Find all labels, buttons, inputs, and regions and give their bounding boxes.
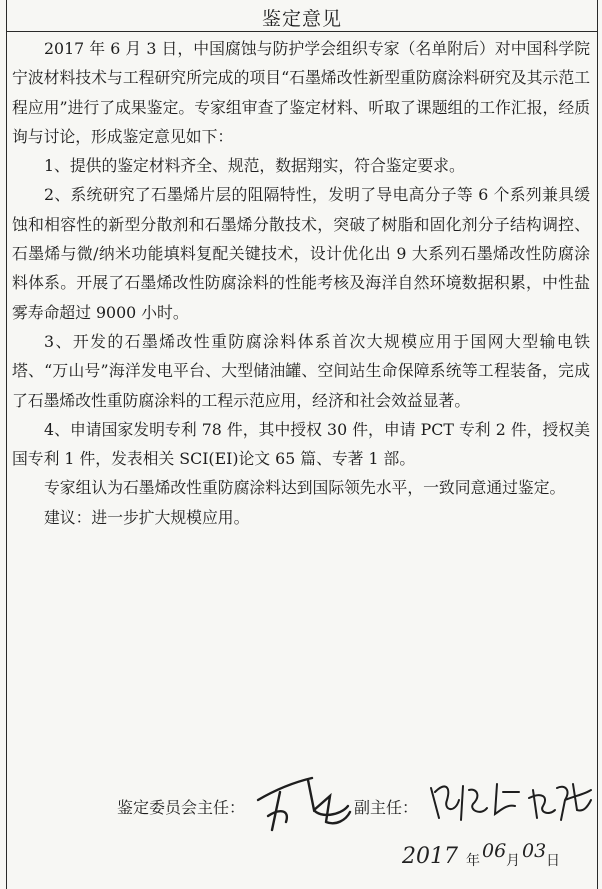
paragraph-suggestion: 建议：进一步扩大规模应用。 — [44, 507, 250, 527]
date-day-suffix: 日 — [546, 853, 560, 869]
page-title: 鉴定意见 — [261, 8, 342, 30]
paragraph-conclusion: 专家组认为石墨烯改性重防腐涂料达到国际领先水平，一致同意通过鉴定。 — [44, 478, 566, 498]
title-row — [6, 0, 598, 32]
opinion-body — [12, 34, 590, 532]
paragraph-item-3: 3、开发的石墨烯改性重防腐涂料体系首次大规模应用于国网大型输电铁塔、“万山号”海洋发电平台、大型储油罐、空间站生命保障系统等工程装备，完成了石墨烯改性重防腐涂料的工程示范应用，经济和社会效益显著。 — [12, 331, 590, 410]
date-month-suffix: 月 — [506, 853, 520, 869]
paragraph-item-2: 2、系统研究了石墨烯片层的阻隔特性，发明了导电高分子等 6 个系列兼具缓蚀和相容性的新型分散剂和石墨烯分散技术，突破了树脂和固化剂分子结构调控、石墨烯与微/纳米功能填料复配关键技术，设计优化出 9 大系列石墨烯改性防腐涂料体系。开展了石墨烯改性防腐涂料的性能考核及海洋自然环境数据积累，中性盐雾寿命超过 9000 小时。 — [12, 185, 590, 322]
chair-label: 鉴定委员会主任： — [117, 798, 246, 817]
sign-date — [400, 838, 580, 878]
date-year-suffix: 年 — [466, 853, 480, 869]
date-month: 06 — [482, 840, 507, 862]
vice-chair-label: 副主任： — [354, 798, 419, 817]
date-day: 03 — [522, 840, 547, 862]
vice-chair-signatures — [425, 770, 595, 830]
paragraph-intro: 2017 年 6 月 3 日，中国腐蚀与防护学会组织专家（名单附后）对中国科学院宁波材料技术与工程研究所完成的项目“石墨烯改性新型重防腐涂料研究及其示范工程应用”进行了成果鉴定。专家组审查了鉴定材料、听取了课题组的工作汇报，经质询与讨论，形成鉴定意见如下： — [12, 39, 590, 146]
paragraph-item-4: 4、申请国家发明专利 78 件，其中授权 30 件，申请 PCT 专利 2 件，授权美国专利 1 件，发表相关 SCI(EI)论文 65 篇、专著 1 部。 — [12, 419, 590, 469]
paragraph-item-1: 1、提供的鉴定材料齐全、规范，数据翔实，符合鉴定要求。 — [44, 156, 465, 176]
chair-signature — [250, 760, 355, 840]
date-year: 2017 — [402, 844, 458, 869]
